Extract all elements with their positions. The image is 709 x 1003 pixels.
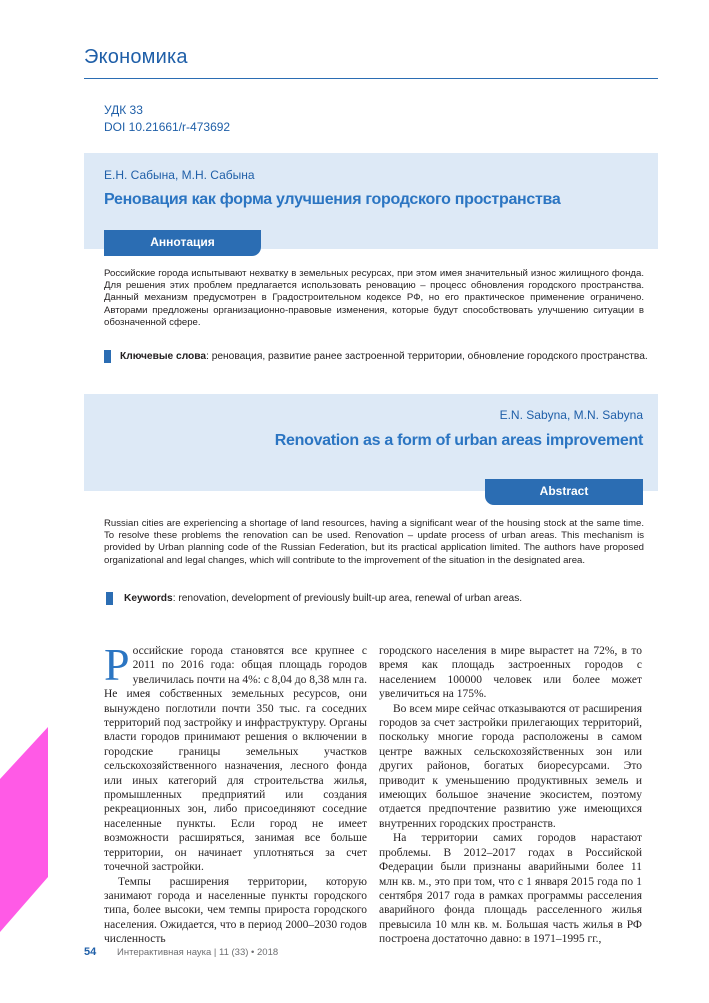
article-identifiers (104, 102, 230, 136)
keywords-marker-icon (106, 592, 113, 605)
english-article-title: Renovation as a form of urban areas improvement (274, 432, 643, 449)
body-paragraph-text: оссийские города становятся все крупнее с 2011 по 2016 года: общая площадь городов увеличилась почти на 4%: с 8,04 до 8,38 млн га. Не имея собственных земельных ресурсов, они вынуждено поглотили почти 350 тыс. га соседних территорий под застройку и инфраструктуру. Органы власти городов принимают решения о включении в городские границы земельных участков сельскохозяйственного назначения, лесного фонда или иных категорий для строительства жилья, промышленных предприятий или создания рекреационных зон, либо присоединяют соседние населенные пункты. Если город не имеет возможности расширяться, занимая все больше территории, он начинает уплотняться за счет точечной застройки. (104, 645, 367, 874)
russian-keywords-text: : реновация, развитие ранее застроенной территории, обновление городского пространства. (206, 351, 648, 362)
udk-code: УДК 33 (104, 103, 143, 117)
russian-abstract-text: Российские города испытывают нехватку в земельных ресурсах, при этом имея значительный износ жилищного фонда. Для решения этих проблем предлагается использовать реновацию – процесс обновления городского пространства. Данный механизм предусмотрен в Градостроительном кодексе РФ, но его практическое применение ограничено. Авторами предложены организационно-правовые изменения, которые будут способствовать улучшению ситуации в обозначенной сфере. (104, 268, 644, 328)
russian-article-title: Реновация как форма улучшения городского пространства (104, 191, 561, 208)
body-paragraph (104, 639, 367, 875)
russian-abstract-label: Аннотация (104, 230, 261, 256)
body-paragraph: городского населения в мире вырастет на 72%, в то время как площадь застроенных городов с населением 100000 человек или более может увеличиться на 175%. (379, 645, 642, 701)
english-keywords (124, 592, 522, 605)
body-column-left (104, 639, 367, 947)
drop-cap: Р (104, 639, 130, 690)
russian-keywords (120, 350, 648, 363)
header-rule (84, 78, 658, 79)
body-paragraph: Темпы расширения территории, которую занимают города и населенные пункты городского типа, более высоки, чем темпы прироста городского населения. Ожидается, что в период 2000–2030 годов численность (104, 875, 367, 946)
magenta-corner-decoration (0, 727, 48, 932)
doi-link[interactable]: DOI 10.21661/r-473692 (104, 120, 231, 134)
page-number: 54 (84, 946, 97, 958)
body-column-right (379, 644, 642, 947)
body-paragraph: Во всем мире сейчас отказываются от расширения городов за счет застройки прилегающих территорий, поскольку многие города расположены в самом центре важных сельскохозяйственных зон или других районов, богатых биоресурсами. Это приводит к уменьшению продуктивных земель и имеющих большое значение экосистем, поэтому отдается предпочтение развитию уже имеющихся внутренних городских пространств. (379, 702, 642, 830)
body-paragraph: На территории самих городов нарастают проблемы. В 2012–2017 годах в Российской Федерации были признаны аварийными более 11 млн кв. м., это при том, что с 1 января 2015 года по 1 сентября 2017 года в рамках программы расселения аварийного фонда площадь расселенного жилья превысила 10 млн кв. м. Большая часть жилья в РФ построена достаточно давно: в 1971–1995 гг., (379, 832, 642, 946)
english-keywords-text: : renovation, development of previously built-up area, renewal of urban areas. (172, 593, 523, 604)
russian-authors: Е.Н. Сабына, М.Н. Сабына (104, 168, 255, 182)
english-abstract-label: Abstract (485, 479, 643, 505)
section-title: Экономика (84, 46, 188, 68)
english-keywords-label: Keywords (124, 593, 173, 604)
keywords-marker-icon (104, 350, 111, 363)
russian-keywords-label: Ключевые слова (120, 351, 207, 362)
english-abstract-text: Russian cities are experiencing a shortage of land resources, having a significant wear of the housing stock at the same time. To resolve these problems the renovation can be used. Renovation – update process of urban areas. This mechanism is provided by Urban planning code of the Russian Federation, but its practical application limited. The authors have proposed organizational and legal changes, which will contribute to the improvement of the situation in the designated area. (104, 518, 644, 566)
english-authors: E.N. Sabyna, M.N. Sabyna (499, 408, 643, 422)
journal-footer: Интерактивная наука | 11 (33) • 2018 (117, 947, 279, 958)
